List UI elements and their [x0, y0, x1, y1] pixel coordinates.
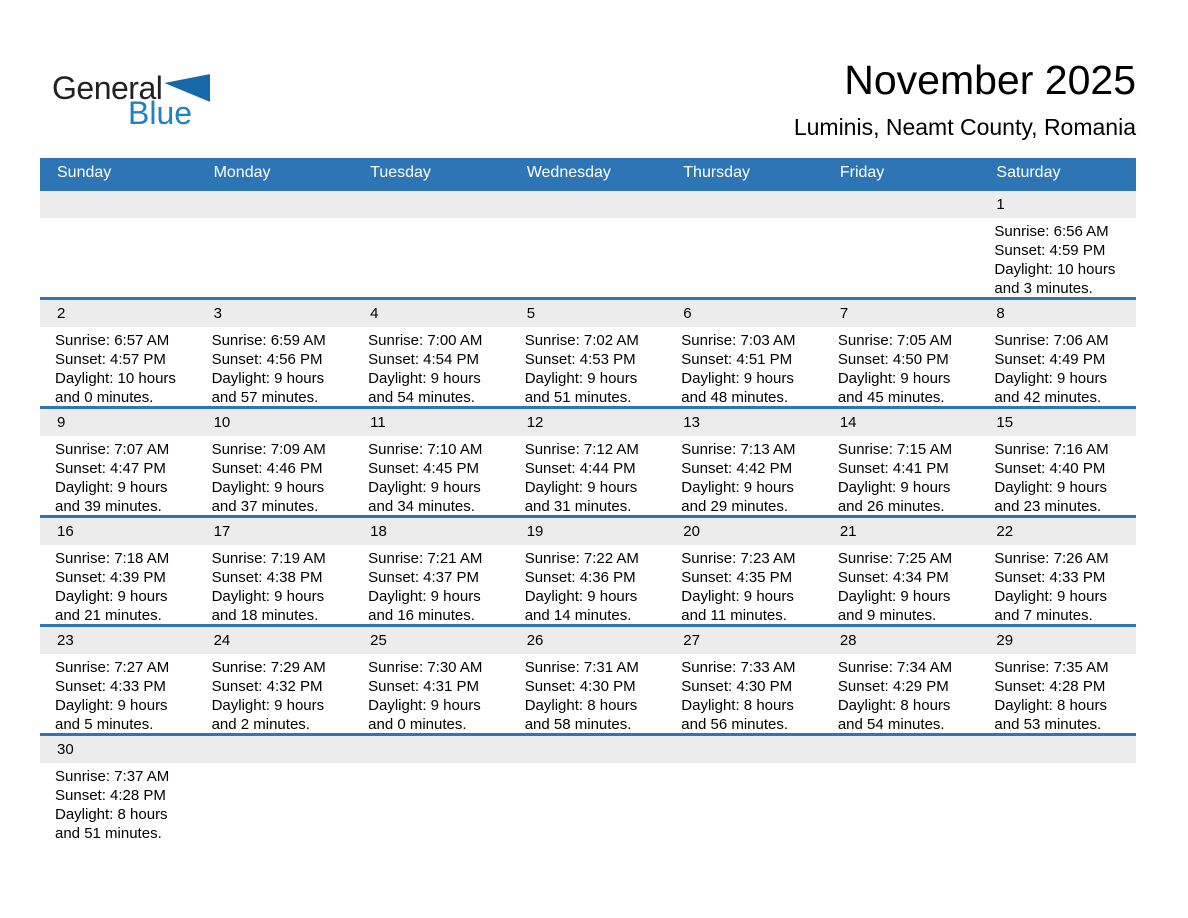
day-number-strip [823, 300, 980, 327]
day-cell [979, 736, 1136, 842]
day-number-strip [823, 409, 980, 436]
week-row [40, 515, 1136, 624]
day-number-strip [979, 191, 1136, 218]
day-number-strip [666, 627, 823, 654]
sunset-text: Sunset: 4:46 PM [211, 460, 323, 477]
day-details [823, 218, 980, 222]
sunrise-text: Sunrise: 7:27 AM [55, 659, 170, 676]
sunset-text: Sunset: 4:36 PM [524, 569, 636, 586]
day-number: 29 [996, 632, 1014, 649]
weekday-friday: Friday [839, 164, 885, 181]
daylight-text-line1: Daylight: 9 hours [368, 370, 481, 387]
day-cell [510, 300, 667, 406]
day-number-strip [510, 409, 667, 436]
sunset-text: Sunset: 4:56 PM [211, 351, 323, 368]
day-number-strip [353, 191, 510, 218]
daylight-text-line1: Daylight: 9 hours [994, 370, 1107, 387]
day-details [40, 218, 197, 222]
day-number-strip [510, 736, 667, 763]
daylight-text-line1: Daylight: 9 hours [681, 370, 794, 387]
day-details [510, 436, 667, 515]
sunrise-text: Sunrise: 7:35 AM [994, 659, 1109, 676]
day-details [40, 763, 197, 842]
daylight-text-line1: Daylight: 8 hours [837, 697, 951, 714]
sunrise-text: Sunrise: 7:12 AM [524, 441, 639, 458]
day-number-strip [197, 736, 354, 763]
weekday-sunday: Sunday [57, 164, 112, 181]
sunrise-text: Sunrise: 7:25 AM [837, 550, 953, 567]
day-cell [666, 409, 823, 515]
daylight-text-line2: and 14 minutes. [524, 607, 632, 624]
daylight-text-line2: and 3 minutes. [994, 280, 1093, 297]
daylight-text-line2: and 0 minutes. [368, 716, 467, 733]
page-subtitle: Luminis, Neamt County, Romania [793, 114, 1136, 140]
weekday-monday: Monday [213, 164, 271, 181]
day-cell [197, 409, 354, 515]
sunrise-text: Sunrise: 7:07 AM [55, 441, 170, 458]
daylight-text-line2: and 18 minutes. [211, 607, 319, 624]
daylight-text-line2: and 45 minutes. [837, 389, 945, 406]
day-number: 7 [839, 305, 849, 322]
day-number: 24 [213, 632, 231, 649]
daylight-text-line1: Daylight: 9 hours [368, 697, 481, 714]
day-details [40, 436, 197, 515]
sunrise-text: Sunrise: 7:22 AM [524, 550, 639, 567]
daylight-text-line1: Daylight: 9 hours [55, 588, 168, 605]
day-details [197, 545, 354, 624]
day-number-strip [197, 518, 354, 545]
week-row [40, 733, 1136, 842]
sunset-text: Sunset: 4:29 PM [837, 678, 949, 695]
page-title: November 2025 [844, 57, 1136, 103]
day-cell [353, 736, 510, 842]
day-number: 6 [683, 305, 692, 322]
week-row [40, 624, 1136, 733]
day-number-strip [197, 627, 354, 654]
daylight-text-line1: Daylight: 9 hours [55, 479, 168, 496]
day-number-strip [197, 409, 354, 436]
day-details [353, 545, 510, 624]
daylight-text-line2: and 39 minutes. [55, 498, 162, 515]
daylight-text-line2: and 58 minutes. [524, 716, 632, 733]
day-details [40, 654, 197, 733]
sunset-text: Sunset: 4:38 PM [211, 569, 323, 586]
day-cell [823, 300, 980, 406]
day-number-strip [979, 300, 1136, 327]
day-cell [197, 736, 354, 842]
sunset-text: Sunset: 4:30 PM [524, 678, 636, 695]
day-details [979, 436, 1136, 515]
sunset-text: Sunset: 4:33 PM [994, 569, 1106, 586]
day-cell [510, 627, 667, 733]
daylight-text-line1: Daylight: 9 hours [837, 479, 951, 496]
day-number-strip [510, 300, 667, 327]
daylight-text-line1: Daylight: 9 hours [994, 479, 1107, 496]
day-number-strip [666, 518, 823, 545]
sunrise-text: Sunrise: 6:57 AM [55, 332, 170, 349]
day-number: 26 [526, 632, 544, 649]
day-number: 25 [370, 632, 387, 649]
day-details [666, 545, 823, 624]
day-details [353, 763, 510, 767]
day-number-strip [510, 518, 667, 545]
sunset-text: Sunset: 4:49 PM [994, 351, 1106, 368]
day-number-strip [823, 518, 980, 545]
daylight-text-line1: Daylight: 8 hours [994, 697, 1107, 714]
sunset-text: Sunset: 4:33 PM [55, 678, 166, 695]
day-cell [823, 409, 980, 515]
day-number: 1 [996, 196, 1005, 213]
sunset-text: Sunset: 4:34 PM [837, 569, 949, 586]
daylight-text-line1: Daylight: 9 hours [211, 697, 325, 714]
day-details [510, 545, 667, 624]
day-cell [353, 409, 510, 515]
daylight-text-line1: Daylight: 8 hours [524, 697, 638, 714]
day-number-strip [353, 409, 510, 436]
day-details [353, 327, 510, 406]
sunrise-text: Sunrise: 6:59 AM [211, 332, 326, 349]
day-cell [823, 627, 980, 733]
sunset-text: Sunset: 4:59 PM [994, 242, 1106, 259]
day-cell [666, 191, 823, 297]
week-row [40, 188, 1136, 297]
day-cell [979, 409, 1136, 515]
day-cell [40, 300, 197, 406]
day-details [666, 218, 823, 222]
sunset-text: Sunset: 4:35 PM [681, 569, 793, 586]
day-number: 27 [683, 632, 700, 649]
day-details [197, 327, 354, 406]
day-cell [823, 518, 980, 624]
sunrise-text: Sunrise: 7:33 AM [681, 659, 796, 676]
daylight-text-line2: and 42 minutes. [994, 389, 1102, 406]
day-number-strip [823, 191, 980, 218]
day-number: 30 [57, 741, 74, 758]
day-details [823, 763, 980, 767]
day-details [353, 218, 510, 222]
day-cell [666, 736, 823, 842]
day-number: 21 [839, 523, 857, 540]
day-number: 5 [526, 305, 536, 322]
day-details [666, 436, 823, 515]
day-number-strip [40, 627, 197, 654]
day-details [353, 654, 510, 733]
day-number-strip [197, 191, 354, 218]
sunrise-text: Sunrise: 7:05 AM [837, 332, 953, 349]
day-cell [40, 191, 197, 297]
daylight-text-line2: and 34 minutes. [368, 498, 475, 515]
day-cell [510, 518, 667, 624]
day-cell [197, 627, 354, 733]
day-number-strip [979, 627, 1136, 654]
daylight-text-line2: and 2 minutes. [211, 716, 310, 733]
day-number: 22 [996, 523, 1014, 540]
day-number-strip [40, 191, 197, 218]
sunrise-text: Sunrise: 7:23 AM [681, 550, 796, 567]
sunrise-text: Sunrise: 7:34 AM [837, 659, 953, 676]
daylight-text-line2: and 5 minutes. [55, 716, 154, 733]
logo-blue-text: Blue [128, 95, 193, 131]
day-details [979, 763, 1136, 767]
sunset-text: Sunset: 4:45 PM [368, 460, 480, 477]
daylight-text-line2: and 54 minutes. [837, 716, 945, 733]
daylight-text-line2: and 56 minutes. [681, 716, 789, 733]
day-cell [979, 518, 1136, 624]
sunset-text: Sunset: 4:42 PM [681, 460, 793, 477]
daylight-text-line1: Daylight: 9 hours [368, 588, 481, 605]
day-details [197, 436, 354, 515]
day-cell [353, 627, 510, 733]
day-cell [510, 736, 667, 842]
daylight-text-line2: and 21 minutes. [55, 607, 162, 624]
day-number-strip [197, 300, 354, 327]
day-cell [40, 627, 197, 733]
weekday-thursday: Thursday [683, 164, 750, 181]
day-cell [510, 191, 667, 297]
sunrise-text: Sunrise: 7:00 AM [368, 332, 483, 349]
sunset-text: Sunset: 4:32 PM [211, 678, 323, 695]
daylight-text-line1: Daylight: 8 hours [681, 697, 794, 714]
day-number-strip [40, 300, 197, 327]
daylight-text-line1: Daylight: 9 hours [837, 588, 951, 605]
sunset-text: Sunset: 4:40 PM [994, 460, 1106, 477]
weekday-tuesday: Tuesday [370, 164, 431, 181]
day-cell [979, 191, 1136, 297]
daylight-text-line2: and 7 minutes. [994, 607, 1093, 624]
day-number: 23 [57, 632, 74, 649]
day-cell [353, 518, 510, 624]
sunrise-text: Sunrise: 7:18 AM [55, 550, 170, 567]
day-number-strip [823, 736, 980, 763]
day-details [510, 218, 667, 222]
sunrise-text: Sunrise: 7:02 AM [524, 332, 639, 349]
day-number-strip [510, 627, 667, 654]
daylight-text-line1: Daylight: 9 hours [681, 588, 794, 605]
calendar [40, 158, 1136, 842]
day-number: 12 [526, 414, 544, 431]
sunrise-text: Sunrise: 7:29 AM [211, 659, 326, 676]
day-number-strip [353, 736, 510, 763]
daylight-text-line1: Daylight: 9 hours [211, 370, 325, 387]
sunset-text: Sunset: 4:28 PM [994, 678, 1106, 695]
day-details [979, 327, 1136, 406]
day-number: 15 [996, 414, 1014, 431]
sunset-text: Sunset: 4:30 PM [681, 678, 793, 695]
day-details [353, 436, 510, 515]
day-number-strip [979, 409, 1136, 436]
page-header [794, 58, 1136, 141]
daylight-text-line2: and 57 minutes. [211, 389, 319, 406]
sunrise-text: Sunrise: 7:03 AM [681, 332, 796, 349]
day-number: 13 [683, 414, 700, 431]
day-cell [823, 736, 980, 842]
sunrise-text: Sunrise: 7:06 AM [994, 332, 1109, 349]
day-details [979, 545, 1136, 624]
sunrise-text: Sunrise: 7:09 AM [211, 441, 326, 458]
daylight-text-line1: Daylight: 9 hours [368, 479, 481, 496]
day-cell [666, 300, 823, 406]
day-cell [510, 409, 667, 515]
day-number-strip [666, 736, 823, 763]
day-details [40, 327, 197, 406]
day-number: 14 [839, 414, 857, 431]
sunset-text: Sunset: 4:28 PM [55, 787, 166, 804]
day-number-strip [823, 627, 980, 654]
day-number: 3 [213, 305, 222, 322]
day-details [197, 218, 354, 222]
sunrise-text: Sunrise: 7:26 AM [994, 550, 1109, 567]
day-number-strip [979, 736, 1136, 763]
day-cell [197, 518, 354, 624]
sunset-text: Sunset: 4:31 PM [368, 678, 480, 695]
day-number-strip [40, 518, 197, 545]
day-cell [353, 300, 510, 406]
daylight-text-line1: Daylight: 10 hours [55, 370, 176, 387]
day-cell [666, 627, 823, 733]
daylight-text-line2: and 48 minutes. [681, 389, 789, 406]
day-number-strip [666, 300, 823, 327]
sunset-text: Sunset: 4:51 PM [681, 351, 793, 368]
daylight-text-line1: Daylight: 8 hours [55, 806, 168, 823]
day-details [666, 763, 823, 767]
day-cell [979, 627, 1136, 733]
daylight-text-line2: and 53 minutes. [994, 716, 1102, 733]
day-cell [197, 191, 354, 297]
sunrise-text: Sunrise: 7:19 AM [211, 550, 326, 567]
daylight-text-line1: Daylight: 9 hours [211, 479, 325, 496]
day-details [40, 545, 197, 624]
weekday-saturday: Saturday [996, 164, 1061, 181]
day-number: 8 [996, 305, 1005, 322]
daylight-text-line1: Daylight: 9 hours [524, 370, 638, 387]
sunset-text: Sunset: 4:41 PM [837, 460, 949, 477]
sunset-text: Sunset: 4:37 PM [368, 569, 480, 586]
daylight-text-line1: Daylight: 9 hours [524, 479, 638, 496]
day-number: 16 [57, 523, 74, 540]
day-number-strip [40, 409, 197, 436]
day-details [197, 654, 354, 733]
day-details [510, 654, 667, 733]
week-row [40, 297, 1136, 406]
sunrise-text: Sunrise: 7:21 AM [368, 550, 483, 567]
sunrise-text: Sunrise: 6:56 AM [994, 223, 1109, 240]
daylight-text-line2: and 23 minutes. [994, 498, 1102, 515]
weekday-header-row [40, 158, 1136, 188]
day-details [979, 654, 1136, 733]
day-cell [40, 409, 197, 515]
day-details [197, 763, 354, 767]
day-cell [666, 518, 823, 624]
sunrise-text: Sunrise: 7:10 AM [368, 441, 483, 458]
sunset-text: Sunset: 4:39 PM [55, 569, 166, 586]
sunset-text: Sunset: 4:57 PM [55, 351, 166, 368]
daylight-text-line2: and 29 minutes. [681, 498, 789, 515]
day-number-strip [353, 300, 510, 327]
daylight-text-line2: and 54 minutes. [368, 389, 475, 406]
day-number-strip [353, 518, 510, 545]
day-number-strip [666, 409, 823, 436]
sunrise-text: Sunrise: 7:30 AM [368, 659, 483, 676]
daylight-text-line1: Daylight: 9 hours [994, 588, 1107, 605]
day-number: 10 [213, 414, 231, 431]
sunset-text: Sunset: 4:50 PM [837, 351, 949, 368]
sunset-text: Sunset: 4:44 PM [524, 460, 636, 477]
day-details [823, 545, 980, 624]
week-row [40, 406, 1136, 515]
daylight-text-line1: Daylight: 9 hours [837, 370, 951, 387]
day-details [510, 763, 667, 767]
day-cell [40, 518, 197, 624]
daylight-text-line1: Daylight: 9 hours [211, 588, 325, 605]
daylight-text-line1: Daylight: 10 hours [994, 261, 1116, 278]
sunset-text: Sunset: 4:47 PM [55, 460, 166, 477]
daylight-text-line2: and 16 minutes. [368, 607, 475, 624]
day-number-strip [979, 518, 1136, 545]
daylight-text-line1: Daylight: 9 hours [55, 697, 168, 714]
general-blue-logo [52, 72, 272, 129]
day-number: 17 [213, 523, 231, 540]
daylight-text-line2: and 0 minutes. [55, 389, 154, 406]
sunrise-text: Sunrise: 7:37 AM [55, 768, 170, 785]
day-cell [197, 300, 354, 406]
day-details [823, 654, 980, 733]
day-details [666, 654, 823, 733]
day-cell [353, 191, 510, 297]
day-number: 4 [370, 305, 379, 322]
day-details [823, 327, 980, 406]
daylight-text-line2: and 11 minutes. [681, 607, 787, 624]
daylight-text-line2: and 31 minutes. [524, 498, 632, 515]
sunrise-text: Sunrise: 7:31 AM [524, 659, 639, 676]
day-number: 20 [683, 523, 700, 540]
day-number: 11 [370, 414, 386, 431]
daylight-text-line1: Daylight: 9 hours [681, 479, 794, 496]
day-number: 9 [57, 414, 66, 431]
day-details [823, 436, 980, 515]
day-number-strip [666, 191, 823, 218]
day-details [510, 327, 667, 406]
day-details [979, 218, 1136, 297]
weekday-wednesday: Wednesday [526, 164, 611, 181]
daylight-text-line2: and 9 minutes. [837, 607, 937, 624]
daylight-text-line2: and 37 minutes. [211, 498, 319, 515]
day-number: 19 [526, 523, 544, 540]
day-number-strip [353, 627, 510, 654]
sunrise-text: Sunrise: 7:13 AM [681, 441, 796, 458]
day-number-strip [40, 736, 197, 763]
daylight-text-line2: and 51 minutes. [524, 389, 632, 406]
calendar-weeks [40, 188, 1136, 842]
sunrise-text: Sunrise: 7:15 AM [837, 441, 953, 458]
daylight-text-line1: Daylight: 9 hours [524, 588, 638, 605]
day-number-strip [510, 191, 667, 218]
sunset-text: Sunset: 4:53 PM [524, 351, 636, 368]
day-number: 2 [57, 305, 66, 322]
day-cell [979, 300, 1136, 406]
day-number: 28 [839, 632, 857, 649]
daylight-text-line2: and 51 minutes. [55, 825, 162, 842]
sunset-text: Sunset: 4:54 PM [368, 351, 480, 368]
sunrise-text: Sunrise: 7:16 AM [994, 441, 1109, 458]
day-cell [823, 191, 980, 297]
day-number: 18 [370, 523, 387, 540]
day-cell [40, 736, 197, 842]
day-details [666, 327, 823, 406]
daylight-text-line2: and 26 minutes. [837, 498, 945, 515]
logo-general-text: General [52, 70, 163, 106]
